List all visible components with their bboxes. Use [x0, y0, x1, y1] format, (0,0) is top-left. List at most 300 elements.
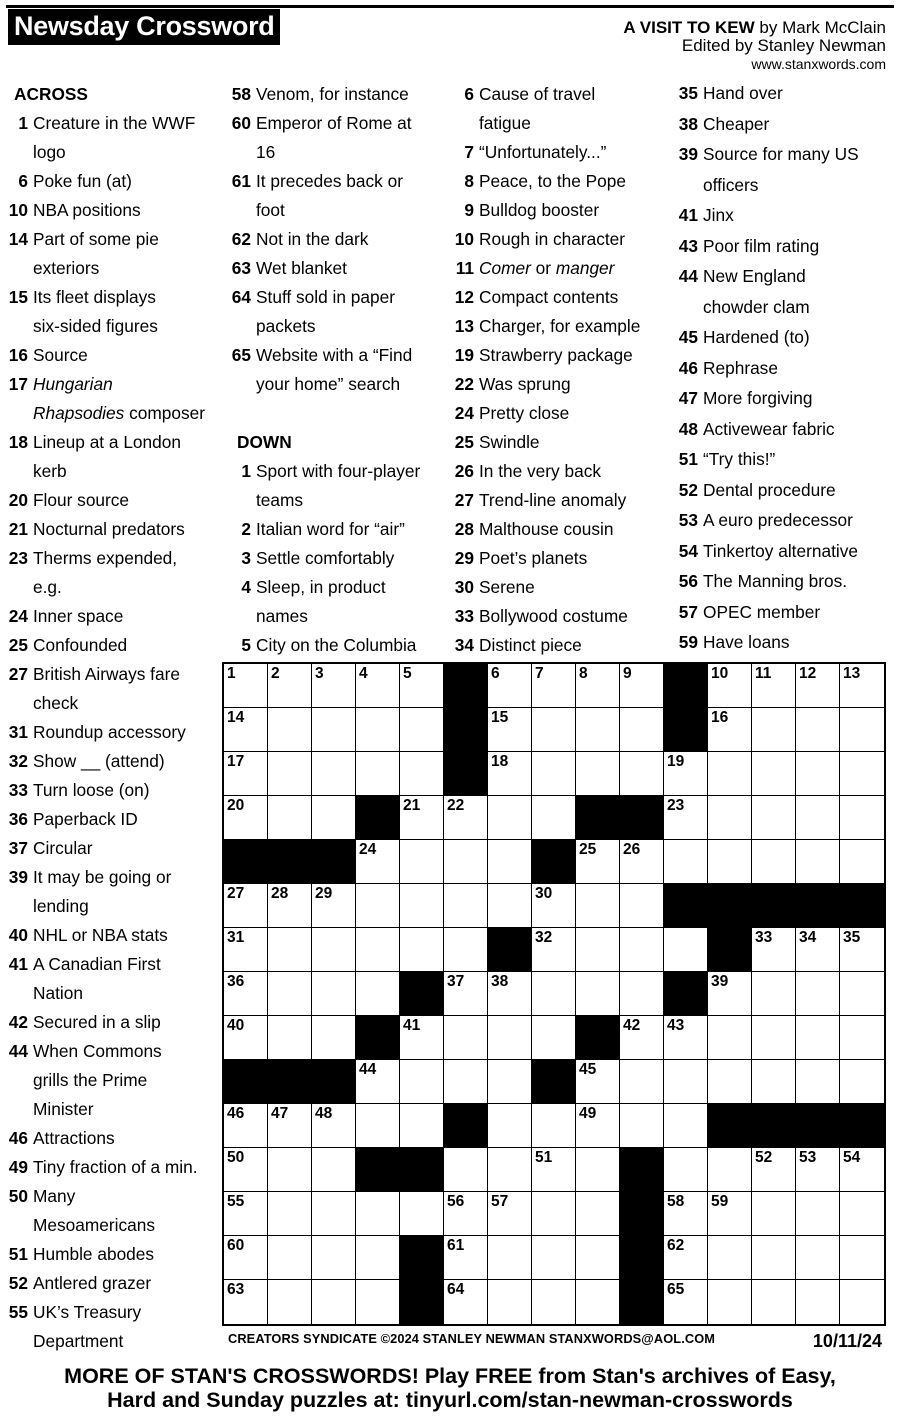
grid-cell[interactable] [488, 1148, 532, 1192]
clue-item [6, 109, 220, 138]
clue-item [229, 341, 451, 370]
grid-cell[interactable] [444, 884, 488, 928]
grid-block [268, 840, 312, 884]
grid-cell[interactable] [444, 1280, 488, 1324]
grid-cell[interactable] [444, 1192, 488, 1236]
grid-cell[interactable] [664, 1192, 708, 1236]
grid-cell[interactable] [752, 1016, 796, 1060]
clue-text: NBA positions [33, 200, 141, 220]
cell-number: 19 [667, 753, 685, 770]
grid-cell[interactable] [796, 840, 840, 884]
clue-continuation [229, 399, 451, 428]
grid-cell[interactable] [840, 840, 884, 884]
grid-cell[interactable] [356, 928, 400, 972]
grid-cell[interactable] [664, 1104, 708, 1148]
clue-text: Have loans [703, 632, 790, 652]
clue-text: Italian word for “air” [256, 519, 405, 539]
grid-cell[interactable] [708, 796, 752, 840]
grid-block [532, 1060, 576, 1104]
top-rule [6, 5, 894, 8]
grid-cell[interactable] [664, 752, 708, 796]
grid-cell[interactable] [488, 708, 532, 752]
grid-cell[interactable] [312, 972, 356, 1016]
grid-cell[interactable] [356, 752, 400, 796]
grid-cell[interactable] [708, 1192, 752, 1236]
clue-text: When Commons [33, 1041, 162, 1061]
cell-number: 25 [579, 841, 597, 858]
grid-cell[interactable] [356, 1280, 400, 1324]
grid-cell[interactable] [268, 796, 312, 840]
promo-line-2: Hard and Sunday puzzles at: tinyurl.com/stan-newman-crosswords [107, 1388, 793, 1412]
clue-text: kerb [33, 461, 67, 481]
clue-text [256, 399, 451, 428]
cell-number: 16 [711, 709, 729, 726]
grid-cell[interactable] [312, 928, 356, 972]
grid-cell[interactable] [400, 664, 444, 708]
grid-cell[interactable] [224, 708, 268, 752]
grid-cell[interactable] [444, 796, 488, 840]
grid-block [400, 972, 444, 1016]
grid-cell[interactable] [708, 664, 752, 708]
clue-text: Emperor of Rome at [256, 113, 412, 133]
grid-block [620, 1192, 664, 1236]
grid-cell[interactable] [400, 752, 444, 796]
grid-cell[interactable] [576, 752, 620, 796]
grid-cell[interactable] [400, 796, 444, 840]
grid-block [356, 796, 400, 840]
grid-block [708, 884, 752, 928]
grid-cell[interactable] [576, 664, 620, 708]
grid-cell[interactable] [268, 972, 312, 1016]
clue-number: 52 [678, 479, 698, 500]
cell-number: 8 [579, 665, 588, 682]
grid-cell[interactable] [268, 1148, 312, 1192]
grid-cell[interactable] [796, 1060, 840, 1104]
grid-cell[interactable] [488, 1280, 532, 1324]
grid-cell[interactable] [752, 664, 796, 708]
grid-cell[interactable] [576, 1192, 620, 1236]
grid-cell[interactable] [224, 1104, 268, 1148]
grid-cell[interactable] [312, 752, 356, 796]
clue-text: chowder clam [703, 296, 810, 317]
grid-cell[interactable] [620, 664, 664, 708]
grid-cell[interactable] [312, 1236, 356, 1280]
clue-number [452, 109, 474, 138]
grid-cell[interactable] [752, 752, 796, 796]
grid-cell[interactable] [620, 752, 664, 796]
grid-cell[interactable] [400, 1104, 444, 1148]
grid-cell[interactable] [532, 928, 576, 972]
grid-cell[interactable] [664, 1280, 708, 1324]
grid-cell[interactable] [488, 1016, 532, 1060]
grid-cell[interactable] [488, 1236, 532, 1280]
clue-column-4 [676, 78, 894, 658]
grid-cell[interactable] [840, 1148, 884, 1192]
grid-cell[interactable] [620, 840, 664, 884]
clue-number [6, 399, 28, 428]
site-url: www.stanxwords.com [751, 56, 886, 72]
grid-cell[interactable] [444, 928, 488, 972]
grid-cell[interactable] [224, 664, 268, 708]
grid-cell[interactable] [620, 928, 664, 972]
clue-number: 4 [241, 577, 251, 597]
clue-text: Nation [33, 983, 83, 1003]
grid-cell[interactable] [796, 1016, 840, 1060]
grid-cell[interactable] [532, 1016, 576, 1060]
grid-cell[interactable] [752, 1148, 796, 1192]
grid-cell[interactable] [312, 796, 356, 840]
grid-cell[interactable] [708, 1280, 752, 1324]
grid-block [444, 664, 488, 708]
clue-item [6, 1008, 220, 1037]
grid-cell[interactable] [224, 972, 268, 1016]
grid-cell[interactable] [224, 928, 268, 972]
grid-cell[interactable] [752, 928, 796, 972]
cell-number: 20 [227, 797, 245, 814]
grid-cell[interactable] [488, 1060, 532, 1104]
grid-cell[interactable] [356, 972, 400, 1016]
grid-cell[interactable] [356, 1060, 400, 1104]
grid-cell[interactable] [312, 1104, 356, 1148]
grid-cell[interactable] [576, 840, 620, 884]
grid-cell[interactable] [312, 1016, 356, 1060]
cell-number: 13 [843, 665, 861, 682]
grid-cell[interactable] [752, 840, 796, 884]
clue-text: Swindle [479, 432, 540, 452]
clue-number: 45 [678, 327, 698, 347]
grid-cell[interactable] [708, 1016, 752, 1060]
grid-cell[interactable] [532, 1236, 576, 1280]
clue-text: Website with a “Find [256, 345, 413, 365]
grid-block [444, 708, 488, 752]
grid-cell[interactable] [268, 664, 312, 708]
grid-cell[interactable] [312, 1148, 356, 1192]
grid-cell[interactable] [620, 708, 664, 752]
clue-item [676, 597, 894, 628]
grid-cell[interactable] [840, 972, 884, 1016]
clue-number [6, 1211, 28, 1240]
clue-item [452, 515, 670, 544]
cell-number: 34 [799, 929, 817, 946]
clue-number: 24 [8, 606, 28, 626]
grid-cell[interactable] [444, 1060, 488, 1104]
grid-cell[interactable] [752, 972, 796, 1016]
grid-cell[interactable] [400, 840, 444, 884]
grid-cell[interactable] [268, 708, 312, 752]
grid-cell[interactable] [576, 972, 620, 1016]
clue-number: 26 [454, 461, 474, 481]
grid-cell[interactable] [444, 972, 488, 1016]
grid-cell[interactable] [400, 1060, 444, 1104]
grid-cell[interactable] [840, 1016, 884, 1060]
grid-block [752, 1104, 796, 1148]
grid-block [708, 928, 752, 972]
grid-cell[interactable] [444, 840, 488, 884]
cell-number: 40 [227, 1017, 245, 1034]
grid-cell[interactable] [620, 884, 664, 928]
grid-cell[interactable] [356, 840, 400, 884]
grid-cell[interactable] [268, 884, 312, 928]
grid-cell[interactable] [312, 884, 356, 928]
grid-cell[interactable] [400, 928, 444, 972]
clue-item [6, 1153, 220, 1182]
grid-cell[interactable] [532, 884, 576, 928]
grid-cell[interactable] [796, 1280, 840, 1324]
grid-cell[interactable] [664, 1236, 708, 1280]
clue-item [452, 341, 670, 370]
grid-block [840, 1104, 884, 1148]
clue-number: 39 [678, 144, 698, 164]
grid-cell[interactable] [444, 1148, 488, 1192]
clue-item [6, 863, 220, 892]
clue-text: Was sprung [479, 374, 571, 394]
clue-item [229, 254, 451, 283]
grid-cell[interactable] [752, 1236, 796, 1280]
clue-text: Turn loose (on) [33, 780, 150, 800]
grid-cell[interactable] [224, 1192, 268, 1236]
grid-cell[interactable] [752, 1192, 796, 1236]
grid-cell[interactable] [532, 1192, 576, 1236]
grid-cell[interactable] [312, 1280, 356, 1324]
grid-cell[interactable] [620, 972, 664, 1016]
clue-item [229, 631, 451, 660]
grid-cell[interactable] [356, 708, 400, 752]
grid-cell[interactable] [532, 1104, 576, 1148]
clue-number: 51 [8, 1244, 28, 1264]
grid-cell[interactable] [268, 1236, 312, 1280]
clue-text: check [33, 693, 79, 713]
grid-block [356, 1148, 400, 1192]
grid-cell[interactable] [268, 1104, 312, 1148]
grid-cell[interactable] [840, 1280, 884, 1324]
clue-text: Nocturnal predators [33, 519, 185, 539]
grid-cell[interactable] [796, 708, 840, 752]
grid-cell[interactable] [664, 1060, 708, 1104]
grid-cell[interactable] [224, 752, 268, 796]
cell-number: 29 [315, 885, 333, 902]
grid-cell[interactable] [796, 928, 840, 972]
grid-cell[interactable] [356, 1192, 400, 1236]
clue-text: Department [33, 1331, 124, 1351]
grid-cell[interactable] [532, 972, 576, 1016]
clue-text: Flour source [33, 490, 130, 510]
grid-cell[interactable] [224, 1280, 268, 1324]
grid-cell[interactable] [576, 1280, 620, 1324]
grid-cell[interactable] [664, 1148, 708, 1192]
grid-cell[interactable] [224, 884, 268, 928]
grid-cell[interactable] [840, 708, 884, 752]
grid-block [708, 1104, 752, 1148]
grid-cell[interactable] [708, 1060, 752, 1104]
clue-number [6, 573, 28, 602]
grid-cell[interactable] [488, 664, 532, 708]
clue-item [6, 225, 220, 254]
grid-cell[interactable] [356, 664, 400, 708]
grid-cell[interactable] [620, 1060, 664, 1104]
grid-cell[interactable] [268, 752, 312, 796]
clue-continuation [6, 457, 220, 486]
grid-cell[interactable] [840, 796, 884, 840]
grid-cell[interactable] [796, 1236, 840, 1280]
grid-cell[interactable] [224, 796, 268, 840]
grid-cell[interactable] [268, 1016, 312, 1060]
clue-text: A Canadian First [33, 954, 161, 974]
clue-text: Confounded [33, 635, 128, 655]
grid-cell[interactable] [356, 884, 400, 928]
cell-number: 3 [315, 665, 324, 682]
clue-number: 46 [8, 1128, 28, 1148]
grid-cell[interactable] [356, 1104, 400, 1148]
clue-item [452, 631, 670, 660]
grid-block [444, 752, 488, 796]
clue-item [6, 602, 220, 631]
grid-cell[interactable] [532, 1280, 576, 1324]
grid-cell[interactable] [796, 1192, 840, 1236]
clue-number [229, 312, 251, 341]
grid-cell[interactable] [708, 752, 752, 796]
cell-number: 26 [623, 841, 641, 858]
clue-item [6, 428, 220, 457]
clue-item [229, 225, 451, 254]
cell-number: 6 [491, 665, 500, 682]
clue-continuation [6, 312, 220, 341]
grid-cell[interactable] [664, 928, 708, 972]
grid-cell[interactable] [400, 884, 444, 928]
grid-cell[interactable] [708, 1148, 752, 1192]
grid-cell[interactable] [268, 1192, 312, 1236]
clue-text: Bollywood costume [479, 606, 628, 626]
grid-cell[interactable] [576, 1060, 620, 1104]
grid-cell[interactable] [620, 1104, 664, 1148]
clue-number: 3 [241, 548, 251, 568]
grid-cell[interactable] [312, 664, 356, 708]
cell-number: 42 [623, 1017, 641, 1034]
grid-cell[interactable] [840, 1060, 884, 1104]
grid-cell[interactable] [840, 928, 884, 972]
grid-cell[interactable] [576, 928, 620, 972]
grid-cell[interactable] [752, 708, 796, 752]
grid-cell[interactable] [532, 752, 576, 796]
grid-cell[interactable] [488, 1104, 532, 1148]
grid-cell[interactable] [796, 752, 840, 796]
clue-item [452, 196, 670, 225]
grid-cell[interactable] [356, 1236, 400, 1280]
grid-cell[interactable] [444, 1016, 488, 1060]
grid-cell[interactable] [840, 752, 884, 796]
clue-text: your home” search [256, 374, 401, 394]
cell-number: 30 [535, 885, 553, 902]
clue-item [676, 414, 894, 445]
grid-cell[interactable] [224, 1148, 268, 1192]
cell-number: 14 [227, 709, 245, 726]
clue-text: “Try this!” [703, 449, 776, 469]
grid-cell[interactable] [532, 1148, 576, 1192]
grid-cell[interactable] [708, 708, 752, 752]
clue-item [676, 536, 894, 567]
grid-cell[interactable] [400, 1192, 444, 1236]
grid-cell[interactable] [576, 884, 620, 928]
grid-cell[interactable] [532, 796, 576, 840]
grid-cell[interactable] [400, 708, 444, 752]
grid-cell[interactable] [224, 1236, 268, 1280]
grid-cell[interactable] [532, 708, 576, 752]
grid-cell[interactable] [312, 1192, 356, 1236]
grid-cell[interactable] [664, 840, 708, 884]
grid-cell[interactable] [224, 1016, 268, 1060]
grid-cell[interactable] [488, 752, 532, 796]
cell-number: 36 [227, 973, 245, 990]
cell-number: 64 [447, 1281, 465, 1298]
grid-cell[interactable] [840, 664, 884, 708]
grid-cell[interactable] [400, 1016, 444, 1060]
clue-item [676, 444, 894, 475]
clue-number: 20 [8, 490, 28, 510]
grid-cell[interactable] [576, 708, 620, 752]
clue-item [452, 399, 670, 428]
grid-cell[interactable] [488, 972, 532, 1016]
cell-number: 21 [403, 797, 421, 814]
clue-continuation [6, 573, 220, 602]
grid-cell[interactable] [444, 1236, 488, 1280]
clue-item [229, 457, 451, 486]
grid-cell[interactable] [796, 664, 840, 708]
clue-number: 58 [231, 84, 251, 104]
grid-cell[interactable] [488, 884, 532, 928]
grid-block [796, 1104, 840, 1148]
grid-cell[interactable] [840, 1192, 884, 1236]
grid-cell[interactable] [620, 1016, 664, 1060]
grid-cell[interactable] [752, 1060, 796, 1104]
clue-number: 9 [464, 200, 474, 220]
clue-number: 38 [678, 113, 698, 134]
grid-cell[interactable] [268, 928, 312, 972]
grid-cell[interactable] [752, 796, 796, 840]
grid-cell[interactable] [664, 796, 708, 840]
puzzle-header [623, 19, 886, 73]
grid-cell[interactable] [664, 1016, 708, 1060]
grid-block [444, 1104, 488, 1148]
grid-cell[interactable] [268, 1280, 312, 1324]
clue-number: 10 [8, 200, 28, 220]
grid-cell[interactable] [576, 1104, 620, 1148]
clue-text: Serene [479, 577, 535, 597]
grid-cell[interactable] [708, 840, 752, 884]
grid-cell[interactable] [796, 1148, 840, 1192]
grid-cell[interactable] [488, 1192, 532, 1236]
clue-continuation [6, 979, 220, 1008]
grid-cell[interactable] [796, 796, 840, 840]
grid-cell[interactable] [488, 840, 532, 884]
grid-cell[interactable] [796, 972, 840, 1016]
clue-item [6, 167, 220, 196]
grid-cell[interactable] [576, 1236, 620, 1280]
grid-cell[interactable] [488, 796, 532, 840]
grid-cell[interactable] [752, 1280, 796, 1324]
grid-cell[interactable] [708, 1236, 752, 1280]
grid-cell[interactable] [840, 1236, 884, 1280]
grid-block [400, 1280, 444, 1324]
grid-cell[interactable] [708, 972, 752, 1016]
clue-text: fatigue [479, 113, 531, 133]
clue-item [6, 834, 220, 863]
clue-number: 13 [454, 316, 474, 336]
grid-cell[interactable] [576, 1148, 620, 1192]
grid-cell[interactable] [312, 708, 356, 752]
clue-number: 27 [454, 490, 474, 510]
clue-number: 15 [8, 287, 28, 307]
grid-cell[interactable] [532, 664, 576, 708]
clue-item [6, 921, 220, 950]
